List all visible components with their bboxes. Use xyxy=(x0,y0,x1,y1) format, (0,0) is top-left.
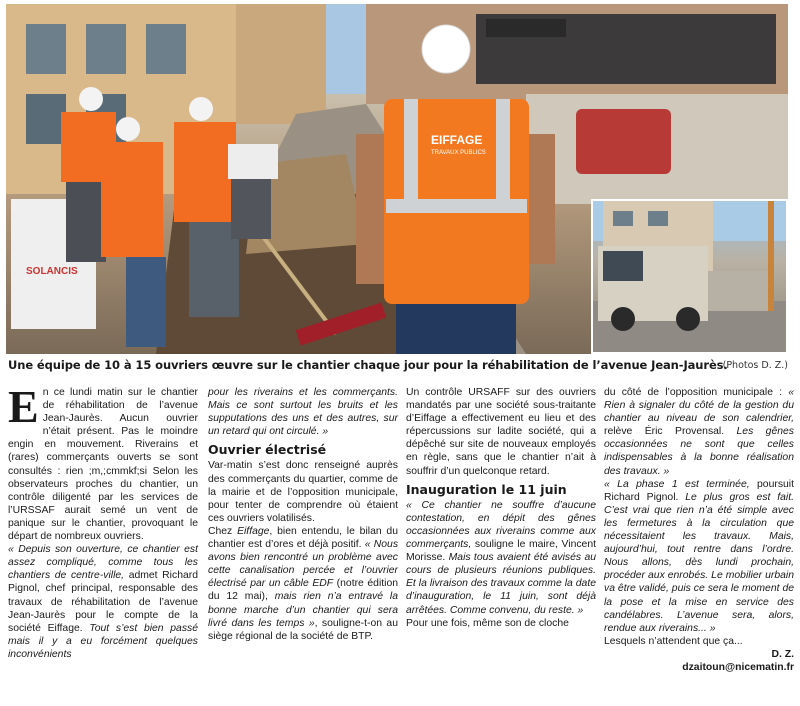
paragraph: Pour une fois, même son de cloche xyxy=(406,617,569,629)
quote: Tout s’est bien passé mais il y a eu forcément quelques inconvénients xyxy=(8,622,199,660)
quote: Mais tous avaient été avisés au cours de plusieurs réunions publiques. Et la livraison des travaux comme la date d’inauguration, le 11 juin, sont déjà arrêtées. Comme convenu, du reste. » xyxy=(406,552,596,616)
article-column-1 xyxy=(8,381,199,661)
paragraph: Un contrôle URSAFF sur des ouvriers mandatés par une société sous-traitante d’Eiffage a effectivement eu lieu et des répercussions sur ladite société, qui a dépêché sur site de nouveaux employés en règle, sans que le chantier n’ait à souffrir d’un quelconque retard. xyxy=(406,387,596,477)
pallet-text: SOLANCIS xyxy=(26,266,78,277)
text: admet Richard Pignol, chef principal, responsable des travaux de réhabilitation de l’avenue Jean-Jaurès pour le compte de la société Eiffage. xyxy=(8,570,198,634)
paragraph xyxy=(8,381,198,543)
paragraph: Lesquels n’attendent que ça... xyxy=(604,635,743,647)
photo-credit: (Photos D. Z.) xyxy=(722,360,788,371)
paragraph xyxy=(604,478,794,635)
article-column-2 xyxy=(208,386,398,643)
paragraph xyxy=(604,386,794,478)
truck-illustration xyxy=(593,201,786,352)
text: (notre édition du 12 mai), xyxy=(208,578,398,603)
text: Chez xyxy=(208,525,238,537)
article-photo-inset xyxy=(591,199,788,354)
text: , bien entendu, le bilan du chantier est d’ores et déjà positif. xyxy=(208,525,398,551)
text: , souligne-t-on au siège régional de la société de BTP. xyxy=(208,617,398,642)
text: poursuit Richard Pignol. xyxy=(604,478,794,503)
text: Eiffage xyxy=(237,525,270,537)
article-column-4 xyxy=(604,386,794,674)
paragraph xyxy=(208,525,398,643)
subheading: Ouvrier électrisé xyxy=(208,442,327,458)
quote: « Rien à signaler du côté de la gestion du chantier au niveau de son calendrier, xyxy=(604,387,794,425)
author-email: dzaitoun@nicematin.fr xyxy=(682,661,794,673)
vest-text: EIFFAGE xyxy=(431,133,483,147)
quote: mais rien n’a entravé la bonne marche d’un chantier qui sera livré dans les temps » xyxy=(208,591,399,629)
subheading: Inauguration le 11 juin xyxy=(406,481,567,497)
quote: Le plus gros est fait. C’est vrai que rien n’a été simple avec les fermetures à la circulation que nécessitaient les travaux. Mais, aujourd’hui, tout rentre dans l’ordre. Nous allons, dès lundi prochain, procéder aux enrobés. Le mobilier urbain va être validé, puis ce sera le moment de la pose et la mise en service des candélabres. L’avenue sera, alors, rendue aux riverains... » xyxy=(604,491,794,634)
quote: « La phase 1 est terminée, xyxy=(604,478,750,490)
paragraph xyxy=(8,543,198,661)
drop-cap: E xyxy=(8,381,39,432)
quote: « Depuis son ouverture, ce chantier est assez compliqué, comme tous les chantiers de centre-ville, xyxy=(8,544,198,582)
text: du côté de l’opposition municipale : xyxy=(604,387,783,398)
paragraph xyxy=(406,499,596,617)
quote: « Ce chantier ne souffre d’aucune contestation, en dépit des gênes occasionnées aux riverains comme aux commerçants, xyxy=(406,499,596,551)
author-signature: D. Z. xyxy=(771,648,794,660)
text: souligne le maire, Vincent Morisse. xyxy=(406,539,596,564)
article-column-3 xyxy=(406,386,596,630)
text: n ce lundi matin sur le chantier de réhabilitation de l’avenue Jean-Jaurès. Aucun ouvrier n’était présent. Pas le moindre engin en mouvement. Riverains et (rares) commerçants ouverts se sont consultés : rien ;m,;cmmkf;si Selon les observateurs proches du chantier, un contrôle diligenté par les services de l’URSSAF aurait semé un vent de panique sur le chantier, provoquant le départ de nombreux ouvriers. xyxy=(8,387,198,543)
quote: Les gênes occasionnées ne sont que celles indispensables à la bonne réalisation des travaux. » xyxy=(604,426,794,477)
paragraph: Var-matin s’est donc renseigné auprès des commerçants du quartier, comme de la mairie et de l’opposition municipale, pour tenter de comprendre où étaient ces ouvriers volatilisés. xyxy=(208,460,398,524)
text: relève Éric Provensal. xyxy=(604,426,725,438)
quote: « Nous avons bien rencontré un problème avec cette canalisation percée et l’ouvrier électrisé par un câble EDF xyxy=(208,539,399,590)
vest-subtext: TRAVAUX PUBLICS xyxy=(431,150,486,156)
quote: pour les riverains et les commerçants. Mais ce sont surtout les bruits et les supputations des uns et des autres, sur un retard qui ont circulé. » xyxy=(208,387,398,438)
photo-caption: Une équipe de 10 à 15 ouvriers œuvre sur le chantier chaque jour pour la réhabilitation de l’avenue Jean-Jaurès. xyxy=(8,358,728,372)
